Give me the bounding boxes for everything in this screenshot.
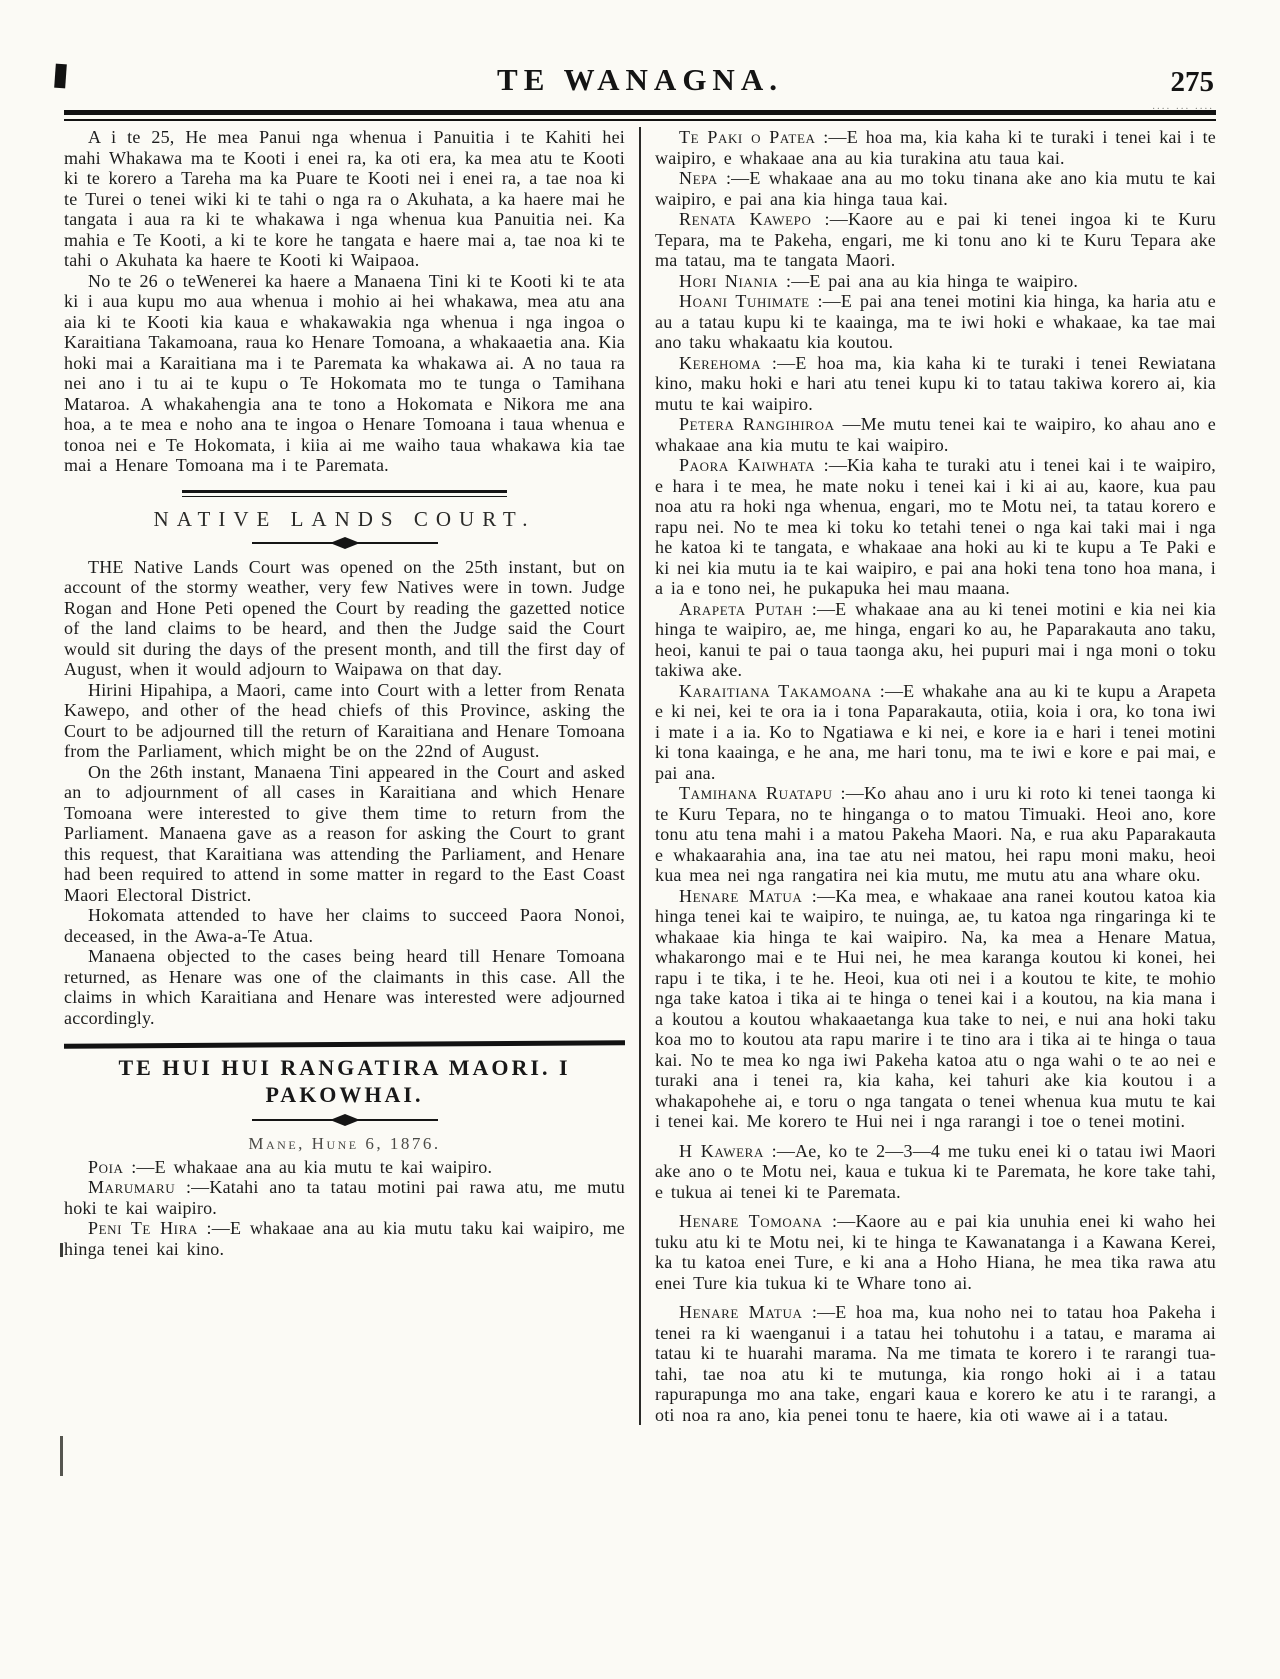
speech-text: :—Ka mea, e whakaae ana ranei koutou katoa kia hinga tenei kai te waipiro, te nuinga, ae, tu katoa nga ringaringa ki te whakaae kia hinga te kai waipiro. Na, ka mea a Henare Matua, whakarongo mai e te Hui nei, he mea karanga koutou ki konei, hei rapu i te tika, i te he. Heoi, kua oti nei i a koutou te kite, te mohio nga take katoa i tika ai te hinga o tenei kai i a koutou, na kia mana i a koutou a koutou whakaaetanga kua take to nei, e nui ana hoki taku koa mo to koutou ata rapu marire i te tino ara i tika ai te hinga o taua kai. No te mea ko nga iwi Pakeha katoa atu o nga wahi o te ao nei e turaki ana i tenei ra, kia kaha, kei tahuri ake kia koutou i a whakapohehe ai, e toru o nga tangata o tenei whenua kua mutu te kai i tenei kai. Me korero te Hui nei i nga rarangi i toe o tenei motini. — [655, 885, 1216, 1131]
speech-paragraph — [655, 414, 1216, 455]
speaker-name: Karaitiana Takamoana — [679, 680, 872, 701]
speaker-name: Arapeta Putah — [679, 598, 803, 619]
speech-text: :—E pai ana tenei motini kia hinga, ka haria atu e au a tatau kupu ki te kaainga, ma te iwi hoki e whakaae, ka tae mai ano taku whakaatu kia koutou. — [655, 291, 1216, 352]
left-column — [64, 127, 639, 1425]
speech-text: :—Ae, ko te 2—3—4 me tuku enei ki o tatau iwi Maori ake ano o te Motu nei, kaua e tukua ki te Paremata, he kore take tahi, e tukua ai tenei ki te Paremata. — [655, 1140, 1216, 1202]
speaker-name: Paora Kaiwhata — [679, 455, 816, 475]
speech-text: :—E hoa ma, kia kaha ki te turaki i tenei kai i te waipiro, e whakaae ana au kia turakina atu taua kai. — [655, 127, 1216, 168]
speech-paragraph — [64, 1177, 625, 1218]
divider-diamond-icon — [250, 537, 440, 549]
speech-text: :—E whakahe ana au ki te kupu a Arapeta e ki nei, kei te ora ia i tona Paparakauta, otiia, koia i ora, ko tona iwi i mate i a ia. Ko to Ngatiawa e ki nei, e kore ia e hari i tenei motini ki tona kaainga, e he ana, me hari tonu, ma te iwi e kore e pai mai, e pai ana. — [655, 680, 1216, 783]
speaker-name: Poia — [88, 1156, 124, 1177]
speech-paragraph — [655, 271, 1216, 292]
section-rule — [64, 1040, 625, 1048]
speech-paragraph — [64, 1218, 625, 1259]
page-header — [0, 0, 1280, 112]
speaker-name: Henare Tomoana — [679, 1211, 823, 1231]
article-paragraph: A i te 25, He mea Panui nga whenua i Panuitia i te Kahiti hei mahi Whakawa ma te Kooti i enei ra, ka oti era, ka mea atu te Kooti ki te korero a Tareha ma ka Puare te Kooti nei i enei ra, a tae noa ki te Turei o tenei wiki ki te tahi o nga ra o Akuhata, a ka haere mai he tangata i aua ra ki te whakawa i nga whenua kua Panuitia nei. Ka mahia e Te Kooti, a ki te kore he tangata e haere mai a, tae noa ki te tahi o Akuhata ka haere te Kooti ki Waipaoa. — [64, 127, 625, 270]
article-paragraph: THE Native Lands Court was opened on the 25th instant, but on account of the stormy weather, very few Natives were in town. Judge Rogan and Hone Peti opened the Court by reading the gazetted notice of the land claims to be heard, and then the Judge said the Court would sit during the days of the present month, and till the first day of August, when it would adjourn to Waipawa on that day. — [64, 556, 626, 679]
speech-paragraph — [655, 209, 1216, 271]
speech-paragraph — [655, 1141, 1216, 1203]
speech-text: :—E whakaae ana au kia mutu taku kai waipiro, me hinga tenei kai kino. — [64, 1218, 625, 1259]
newspaper-masthead: TE WANAGNA. — [497, 62, 783, 97]
divider-diamond-icon — [250, 1114, 440, 1126]
speaker-name: Renata Kawepo — [679, 209, 812, 229]
speech-paragraph — [655, 886, 1216, 1132]
ink-mark — [60, 1436, 63, 1476]
speech-paragraph — [655, 681, 1216, 784]
speech-text: :—E whakaae ana au kia mutu te kai waipiro. — [123, 1156, 493, 1177]
speech-paragraph — [655, 127, 1216, 168]
speech-paragraph — [655, 291, 1216, 353]
speech-text: :—Kaore au e pai kia unuhia enei ki waho hei tuku atu ki te Motu nei, ki te hinga te Kawanatanga i a Kawana Kerei, ka tu katoa enei Ture, e ki ana a Hoho Hiana, he mea tika rawa atu enei Ture kia tukua ki te Whare tono ai. — [655, 1211, 1216, 1293]
speech-paragraph — [655, 1211, 1216, 1293]
speaker-name: Te Paki o Patea — [679, 127, 816, 147]
article-paragraph: Manaena objected to the cases being heard till Henare Tomoana returned, as Henare was one of the claimants in this case. All the claims in which Karaitiana and Henare was interested were adjourned accordingly. — [64, 946, 625, 1028]
speaker-name: Petera Rangihiroa — [679, 414, 835, 434]
right-column — [641, 127, 1216, 1425]
speech-text: :—Katahi ano ta tatau motini pai rawa atu, me mutu hoki te kai waipiro. — [64, 1177, 625, 1218]
page-number: 275 — [1170, 66, 1214, 98]
speech-paragraph — [655, 353, 1216, 415]
columns — [64, 127, 1216, 1425]
speaker-name: Peni Te Hira — [88, 1218, 198, 1239]
speech-text: :—E hoa ma, kia kaha ki te turaki i tenei Rewiatana kino, maku hoki e hari atu tenei kupu ki to tatau takiwa korero ai, kia mutu te kai waipiro. — [655, 352, 1216, 414]
speech-paragraph — [655, 168, 1216, 209]
speaker-name: Marumaru — [88, 1177, 176, 1198]
speech-paragraph — [655, 599, 1216, 681]
speech-text: :—Ko ahau ano i uru ki roto ki tenei taonga ki te Kuru Tepara, no te hinganga o to matou Timuaki. Heoi ano, kore tonu atu tena mahi i a matou Pakeha Maori. Na, e rua aku Paparakauta e whakaarahia ana, ina tae atu nei matou, hei rapu moni maku, heoi kua mea nei nga rangatira nei kia mutu, me mutu atu ana whare oku. — [655, 783, 1217, 885]
date-line: Mane, Hune 6, 1876. — [248, 1133, 441, 1153]
speaker-name: Henare Matua — [679, 1302, 803, 1322]
speaker-name: Henare Matua — [679, 885, 803, 906]
ink-mark — [60, 1243, 63, 1257]
speech-text: :—E whakaae ana au mo toku tinana ake ano kia mutu te kai waipiro, e pai ana kia hinga taua kai. — [655, 168, 1216, 209]
print-smudge: .... ... .... — [1152, 100, 1214, 112]
speech-paragraph — [655, 1302, 1216, 1425]
speech-text: :—E whakaae ana au ki tenei motini e kia nei kia hinga te waipiro, ae, me hinga, engari ko au, he Paparakauta ano taku, heoi, kanui te pai o taua taonga aku, hei pupuri mai i nga moni o toku takiwa ake. — [655, 598, 1216, 680]
article-paragraph: On the 26th instant, Manaena Tini appeared in the Court and asked an to adjournment of all cases in Karaitiana and which Henare Tomoana were interested to give them time to return from the Parliament. Manaena gave as a reason for asking the Court to grant this request, that Karaitiana was attending the Parliament, and Henare had been required to attend in some matter in regard to the East Coast Maori Electoral District. — [64, 761, 625, 905]
speaker-name: Hoani Tuhimate — [679, 291, 810, 311]
speech-text: —Me mutu tenei kai te waipiro, ko ahau ano e whakaae ana kia mutu te kai waipiro. — [655, 414, 1216, 455]
speech-paragraph — [655, 783, 1216, 886]
speaker-name: Kerehoma — [679, 352, 762, 373]
heading-line: TE HUI HUI RANGATIRA MAORI. I — [118, 1055, 571, 1080]
section-heading-hui — [64, 1055, 625, 1109]
section-rule — [182, 490, 507, 497]
heading-line: PAKOWHAI. — [265, 1081, 424, 1107]
speech-text: :—Kaore au e pai ki tenei ingoa ki te Kuru Tepara, ma te Pakeha, engari, me ki tonu ano ki te Kuru Tepara ake ma tatau, ma te tangata Maori. — [655, 209, 1216, 270]
speaker-name: Nepa — [679, 168, 718, 188]
article-paragraph: Hirini Hipahipa, a Maori, came into Court with a letter from Renata Kawepo, and other of the head chiefs of this Province, asking the Court to be adjourned till the return of Karaitiana and Henare Tomoana from the Parliament, which might be on the 22nd of August. — [64, 679, 625, 761]
header-double-rule — [64, 110, 1216, 121]
speaker-name: H Kawera — [679, 1140, 764, 1161]
speech-paragraph — [655, 455, 1216, 599]
speech-text: :—E hoa ma, kua noho nei to tatau hoa Pakeha i tenei ra ki waenganui i a tatau hei tohutohu i a tatau, e marama ai tatau ki te huarahi marama. Na me timata te korero i te rarangi tua-tahi, tae noa atu ki te mutunga, kia rongo hoki ai i a tatau rapurapunga mo ana take, engari kaua e korero ke atu i te rarangi, a oti noa ra ano, kia penei tonu te haere, kia oti wawe ai i a tatau. — [655, 1302, 1216, 1425]
speech-text: :—Kia kaha te turaki atu i tenei kai i te waipiro, e hara i te mea, he mate noku i tenei kai i ki ai au, kaore, kua pau noa atu ra hoki nga whenua, engari, mo te Motu nei, ta tatau korero e rapu nei. No te mea ki toku ko tetahi tenei o nga kai taki mai i nga he katoa ki te tangata, e whakaae ana hoki au ki te kupu a Te Paki e ki nei kia mutu ia te kai waipiro, e pai ana hoki tena tono hoa mana, i a ia e tono nei, he pukapuka hei mau maana. — [655, 455, 1216, 598]
speaker-name: Hori Niania — [679, 270, 779, 291]
article-paragraph: No te 26 o teWenerei ka haere a Manaena Tini ki te Kooti ki te ata ki i aua kupu mo aua whenua i mohio ai hei whakawa, mea atu ana aia ki te Kooti kia kaua e whakawakia nga whenua i nga ingoa o Karaitiana Takamoana, raua ko Henare Tomoana, a whakaaetia ana. Kia hoki mai a Karaitiana ma i te Paremata ka whakawa ai. A no taua ra nei ano i tu ai te kupu o Te Hokomata mo te tunga o Tamihana Mataroa. A whakahengia ana te tono a Hokomata e Nikora me ana hoa, a te mea e noho ana te ingoa o Henare Tomoana i taua whenua e tonoa nei e Te Hokomata, i kiia ai me waiho taua whakawa kia tae mai a Henare Tomoana ma i te Paremata. — [64, 270, 625, 475]
speech-paragraph — [64, 1157, 625, 1178]
section-heading-native-lands-court: NATIVE LANDS COURT. — [153, 506, 536, 531]
speech-text: :—E pai ana au kia hinga te waipiro. — [778, 270, 1079, 291]
speaker-name: Tamihana Ruatapu — [679, 783, 833, 803]
article-paragraph: Hokomata attended to have her claims to succeed Paora Nonoi, deceased, in the Awa-a-Te Atua. — [64, 905, 625, 946]
